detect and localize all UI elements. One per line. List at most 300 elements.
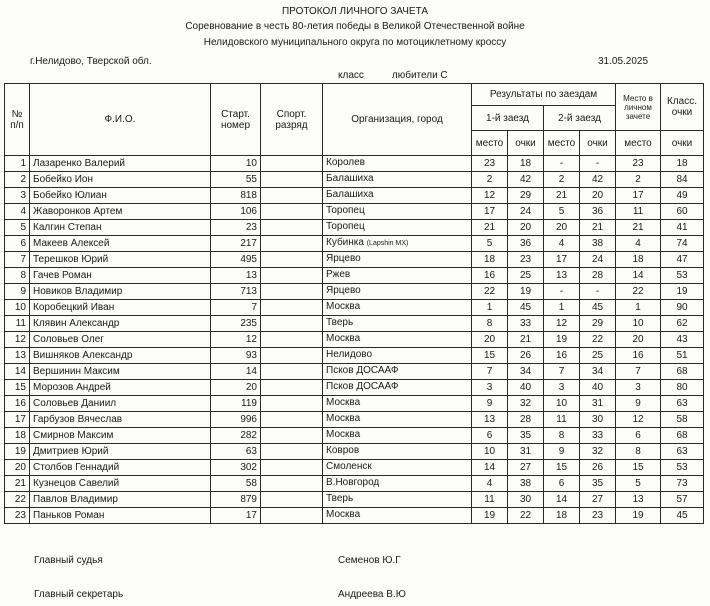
class-points xyxy=(661,236,704,252)
heat-1-place xyxy=(472,364,508,380)
organization-text: Псков ДОСААФ xyxy=(326,365,399,376)
rider-name xyxy=(30,188,211,204)
table-row xyxy=(5,252,704,268)
final-place xyxy=(616,396,661,412)
heat-2-points-text: 25 xyxy=(591,349,604,361)
heat-1-points-text: 32 xyxy=(519,397,532,409)
rider-name-text: Коробецкий Иван xyxy=(33,301,115,313)
sport-rank xyxy=(261,348,323,364)
heat-1-points xyxy=(508,316,544,332)
document-title: ПРОТОКОЛ ЛИЧНОГО ЗАЧЕТА xyxy=(281,6,429,17)
organization-text: Смоленск xyxy=(326,461,372,472)
row-number xyxy=(5,204,30,220)
start-number xyxy=(211,156,261,172)
heat-2-place-text: 4 xyxy=(558,237,565,249)
rider-name xyxy=(30,156,211,172)
class-points xyxy=(661,220,704,236)
row-number xyxy=(5,252,30,268)
table-row xyxy=(5,172,704,188)
rider-name-text: Морозов Андрей xyxy=(33,381,111,393)
heat-1-place-text: 23 xyxy=(483,157,496,169)
start-number-text: 235 xyxy=(240,317,257,329)
start-number-text: 495 xyxy=(240,253,257,265)
final-place xyxy=(616,348,661,364)
event-date: 31.05.2025 xyxy=(598,56,649,67)
final-place xyxy=(616,508,661,524)
heat-1-place xyxy=(472,348,508,364)
heat-1-points xyxy=(508,492,544,508)
heat-2-points-text: 26 xyxy=(591,461,604,473)
heat-2-place-text: 3 xyxy=(558,381,565,393)
class-points xyxy=(661,380,704,396)
heat-1-place xyxy=(472,268,508,284)
heat-2-points xyxy=(580,412,616,428)
class-points-text: 60 xyxy=(676,205,688,217)
sport-rank xyxy=(261,252,323,268)
row-number-text: 1 xyxy=(20,157,26,169)
class-points xyxy=(661,204,704,220)
rider-name xyxy=(30,284,211,300)
heat-2-points xyxy=(580,188,616,204)
final-place-text: 16 xyxy=(632,349,644,361)
organization xyxy=(323,220,472,236)
sport-rank xyxy=(261,492,323,508)
heat-1-points xyxy=(508,172,544,188)
sport-rank xyxy=(261,268,323,284)
heat-2-place-text: 14 xyxy=(555,493,568,505)
rider-name-text: Вишняков Александр xyxy=(33,349,133,361)
heat-2-place-text: 13 xyxy=(555,269,568,281)
chief-secretary-label: Главный секретарь xyxy=(34,589,124,600)
col-name: Ф.И.О. xyxy=(30,84,211,156)
heat-1-place-text: 2 xyxy=(486,173,493,185)
start-number-text: 93 xyxy=(245,349,257,361)
organization-text: Москва xyxy=(326,429,361,440)
heat-2-place xyxy=(544,396,580,412)
final-place xyxy=(616,284,661,300)
event-city: г.Нелидово, Тверской обл. xyxy=(30,56,152,67)
class-points xyxy=(661,508,704,524)
heat-2-place-text: 12 xyxy=(555,317,568,329)
heat-2-place xyxy=(544,364,580,380)
rider-name xyxy=(30,460,211,476)
row-number-text: 10 xyxy=(14,301,26,313)
row-number xyxy=(5,396,30,412)
organization-text: В.Новгород xyxy=(326,477,380,488)
start-number-text: 818 xyxy=(240,189,257,201)
heat-2-place xyxy=(544,300,580,316)
heat-2-points-text: 31 xyxy=(591,397,604,409)
heat-2-points xyxy=(580,396,616,412)
heat-1-place xyxy=(472,476,508,492)
heat-2-place xyxy=(544,412,580,428)
heat-1-points xyxy=(508,348,544,364)
class-points xyxy=(661,300,704,316)
class-points-text: 62 xyxy=(676,317,688,329)
class-points-text: 68 xyxy=(676,429,688,441)
sport-rank xyxy=(261,444,323,460)
rider-name-text: Столбов Геннадий xyxy=(33,461,120,473)
organization-text: Москва xyxy=(326,509,361,520)
row-number-text: 5 xyxy=(20,221,26,233)
heat-1-points-text: 22 xyxy=(519,509,532,521)
col-heat-2-place: место xyxy=(544,131,580,156)
class-points-text: 80 xyxy=(676,381,688,393)
heat-1-points-text: 34 xyxy=(519,365,532,377)
rider-name-text: Новиков Владимир xyxy=(33,285,123,297)
table-row xyxy=(5,412,704,428)
final-place xyxy=(616,460,661,476)
start-number xyxy=(211,348,261,364)
start-number-text: 17 xyxy=(245,509,257,521)
final-place xyxy=(616,412,661,428)
heat-1-points-text: 45 xyxy=(519,301,532,313)
class-points xyxy=(661,316,704,332)
sport-rank xyxy=(261,300,323,316)
row-number xyxy=(5,188,30,204)
class-points-text: 41 xyxy=(676,221,688,233)
organization xyxy=(323,348,472,364)
heat-1-place-text: 18 xyxy=(483,253,496,265)
chief-secretary-name: Андреева В.Ю xyxy=(338,589,406,600)
heat-2-points xyxy=(580,428,616,444)
sport-rank xyxy=(261,508,323,524)
heat-2-place-text: 19 xyxy=(555,333,568,345)
heat-1-points-text: 21 xyxy=(519,333,532,345)
heat-1-place-text: 4 xyxy=(486,477,493,489)
heat-2-points-text: 38 xyxy=(591,237,604,249)
heat-2-points xyxy=(580,492,616,508)
organization-text: Кубинка xyxy=(326,237,364,248)
heat-2-points-text: 40 xyxy=(591,381,604,393)
final-place-text: 15 xyxy=(632,461,644,473)
start-number-text: 302 xyxy=(240,461,257,473)
organization xyxy=(323,412,472,428)
start-number-text: 14 xyxy=(245,365,257,377)
organization-text: Ржев xyxy=(326,269,351,280)
start-number-text: 12 xyxy=(245,333,257,345)
row-number xyxy=(5,316,30,332)
sport-rank xyxy=(261,476,323,492)
organization-text: Королев xyxy=(326,157,365,168)
heat-2-place-text: 17 xyxy=(555,253,568,265)
row-number-text: 12 xyxy=(14,333,26,345)
heat-2-points-text: 23 xyxy=(591,509,604,521)
start-number xyxy=(211,460,261,476)
organization xyxy=(323,492,472,508)
heat-1-place-text: 17 xyxy=(483,205,496,217)
final-place xyxy=(616,188,661,204)
rider-name-text: Кузнецов Савелий xyxy=(33,477,120,489)
rider-name-text: Павлов Владимир xyxy=(33,493,118,505)
sport-rank xyxy=(261,172,323,188)
class-points xyxy=(661,156,704,172)
rider-name-text: Паньков Роман xyxy=(33,509,105,521)
organization xyxy=(323,252,472,268)
start-number xyxy=(211,444,261,460)
heat-1-points-text: 20 xyxy=(519,221,532,233)
organization xyxy=(323,380,472,396)
col-sport-rank: Спорт. разряд xyxy=(261,84,323,156)
heat-2-place xyxy=(544,316,580,332)
table-row xyxy=(5,284,704,300)
heat-2-place xyxy=(544,236,580,252)
heat-1-points xyxy=(508,364,544,380)
start-number xyxy=(211,220,261,236)
heat-2-points xyxy=(580,348,616,364)
start-number xyxy=(211,236,261,252)
start-number xyxy=(211,204,261,220)
rider-name xyxy=(30,444,211,460)
heat-2-place xyxy=(544,380,580,396)
col-start-number: Старт. номер xyxy=(211,84,261,156)
table-row xyxy=(5,188,704,204)
organization-note: (Lapshin MX) xyxy=(366,240,409,247)
heat-1-points xyxy=(508,268,544,284)
organization xyxy=(323,300,472,316)
start-number xyxy=(211,380,261,396)
row-number-text: 15 xyxy=(14,381,26,393)
class-points-text: 45 xyxy=(676,509,688,521)
heat-2-points xyxy=(580,476,616,492)
class-points xyxy=(661,188,704,204)
heat-1-place xyxy=(472,332,508,348)
start-number-text: 282 xyxy=(240,429,257,441)
rider-name-text: Клявин Александр xyxy=(33,317,120,329)
heat-1-place xyxy=(472,316,508,332)
row-number xyxy=(5,156,30,172)
row-number xyxy=(5,444,30,460)
heat-1-points-text: 36 xyxy=(519,237,532,249)
start-number-text: 106 xyxy=(240,205,257,217)
class-points xyxy=(661,364,704,380)
heat-2-place-text: 8 xyxy=(558,429,565,441)
row-number xyxy=(5,300,30,316)
document-subtitle-2: Нелидовского муниципального округа по мотоциклетному кроссу xyxy=(203,37,507,48)
rider-name xyxy=(30,172,211,188)
start-number-text: 13 xyxy=(245,269,257,281)
sport-rank xyxy=(261,220,323,236)
heat-1-points xyxy=(508,220,544,236)
final-place-text: 12 xyxy=(632,413,644,425)
heat-2-points-text: 21 xyxy=(591,221,604,233)
class-points-text: 57 xyxy=(676,493,688,505)
row-number-text: 20 xyxy=(14,461,26,473)
rider-name xyxy=(30,316,211,332)
row-number-text: 4 xyxy=(20,205,26,217)
heat-2-points-text: 36 xyxy=(591,205,604,217)
heat-1-points-text: 35 xyxy=(519,429,532,441)
final-place-text: 13 xyxy=(632,493,644,505)
heat-1-points xyxy=(508,204,544,220)
final-place-text: 1 xyxy=(635,301,641,313)
heat-1-points xyxy=(508,396,544,412)
heat-2-points-text: - xyxy=(595,285,600,297)
class-points xyxy=(661,476,704,492)
heat-1-place xyxy=(472,428,508,444)
start-number xyxy=(211,508,261,524)
class-points-text: 19 xyxy=(676,285,688,297)
start-number-text: 879 xyxy=(240,493,257,505)
rider-name xyxy=(30,396,211,412)
heat-1-place xyxy=(472,284,508,300)
final-place-text: 9 xyxy=(635,397,641,409)
start-number xyxy=(211,412,261,428)
organization-text: Москва xyxy=(326,333,361,344)
rider-name-text: Вершинин Максим xyxy=(33,365,120,377)
final-place xyxy=(616,444,661,460)
heat-2-place-text: 18 xyxy=(555,509,568,521)
row-number-text: 21 xyxy=(14,477,26,489)
document-subtitle-1: Соревнование в честь 80-летия победы в Великой Отечественной войне xyxy=(185,21,525,32)
heat-1-points-text: 33 xyxy=(519,317,532,329)
final-place xyxy=(616,476,661,492)
heat-1-place xyxy=(472,508,508,524)
col-heat-2: 2-й заезд xyxy=(544,106,616,131)
rider-name xyxy=(30,204,211,220)
rider-name xyxy=(30,300,211,316)
sport-rank xyxy=(261,156,323,172)
heat-2-place-text: 16 xyxy=(555,349,568,361)
class-points-text: 18 xyxy=(676,157,688,169)
heat-2-points-text: 24 xyxy=(591,253,604,265)
start-number xyxy=(211,172,261,188)
heat-2-points-text: 22 xyxy=(591,333,604,345)
heat-1-points xyxy=(508,236,544,252)
organization xyxy=(323,460,472,476)
final-place-text: 17 xyxy=(632,189,644,201)
chief-judge-label: Главный судья xyxy=(34,555,103,566)
class-points-text: 84 xyxy=(676,173,688,185)
heat-1-points xyxy=(508,428,544,444)
organization-text: Торопец xyxy=(326,205,365,216)
class-value: любители С xyxy=(391,70,448,81)
sport-rank xyxy=(261,412,323,428)
final-place xyxy=(616,380,661,396)
heat-2-points xyxy=(580,252,616,268)
row-number xyxy=(5,348,30,364)
heat-1-points-text: 42 xyxy=(519,173,532,185)
class-points-text: 51 xyxy=(676,349,688,361)
heat-1-points xyxy=(508,156,544,172)
heat-2-place xyxy=(544,428,580,444)
heat-1-place-text: 16 xyxy=(483,269,496,281)
organization-text: Москва xyxy=(326,397,361,408)
sport-rank xyxy=(261,284,323,300)
final-place xyxy=(616,220,661,236)
row-number-text: 19 xyxy=(14,445,26,457)
heat-1-points xyxy=(508,188,544,204)
heat-2-place-text: 20 xyxy=(555,221,568,233)
final-place xyxy=(616,156,661,172)
heat-2-points xyxy=(580,380,616,396)
start-number-text: 23 xyxy=(245,221,257,233)
class-points-text: 63 xyxy=(676,397,688,409)
start-number-text: 20 xyxy=(245,381,257,393)
heat-2-place-text: - xyxy=(559,285,564,297)
heat-2-points-text: 45 xyxy=(591,301,604,313)
heat-1-points xyxy=(508,412,544,428)
heat-2-points xyxy=(580,204,616,220)
heat-2-points-text: 33 xyxy=(591,429,604,441)
heat-1-points-text: 24 xyxy=(519,205,532,217)
class-label: класс xyxy=(338,70,364,81)
heat-1-place xyxy=(472,300,508,316)
start-number-text: 119 xyxy=(241,397,257,409)
heat-1-place xyxy=(472,444,508,460)
final-place-text: 10 xyxy=(632,317,644,329)
rider-name xyxy=(30,380,211,396)
start-number xyxy=(211,316,261,332)
class-points xyxy=(661,460,704,476)
final-place-text: 3 xyxy=(635,381,641,393)
heat-2-place xyxy=(544,476,580,492)
heat-1-place-text: 22 xyxy=(483,285,496,297)
heat-1-points-text: 19 xyxy=(519,285,532,297)
heat-2-place-text: 21 xyxy=(555,189,568,201)
start-number xyxy=(211,284,261,300)
heat-2-points xyxy=(580,268,616,284)
heat-2-points-text: 30 xyxy=(591,413,604,425)
col-class-points: Класс. очки xyxy=(661,84,704,131)
row-number xyxy=(5,460,30,476)
heat-1-place xyxy=(472,460,508,476)
heat-2-points-text: 35 xyxy=(591,477,604,489)
organization-text: Тверь xyxy=(326,317,354,328)
organization-text: Псков ДОСААФ xyxy=(326,381,399,392)
heat-2-points xyxy=(580,172,616,188)
rider-name-text: Бобейко Ион xyxy=(33,173,93,185)
rider-name xyxy=(30,492,211,508)
start-number xyxy=(211,492,261,508)
start-number xyxy=(211,364,261,380)
row-number-text: 23 xyxy=(14,509,26,521)
class-points xyxy=(661,332,704,348)
row-number xyxy=(5,412,30,428)
organization xyxy=(323,268,472,284)
heat-2-points xyxy=(580,236,616,252)
rider-name-text: Соловьев Даниил xyxy=(33,397,117,409)
heat-1-place xyxy=(472,380,508,396)
sport-rank xyxy=(261,316,323,332)
heat-2-place-text: 1 xyxy=(558,301,565,313)
row-number-text: 2 xyxy=(20,173,26,185)
heat-1-place xyxy=(472,252,508,268)
row-number xyxy=(5,332,30,348)
table-row xyxy=(5,492,704,508)
row-number-text: 9 xyxy=(20,285,26,297)
row-number-text: 7 xyxy=(20,253,26,265)
rider-name-text: Калгин Степан xyxy=(33,221,102,233)
heat-2-points-text: 20 xyxy=(591,189,604,201)
final-place-text: 23 xyxy=(632,157,644,169)
heat-1-points-text: 25 xyxy=(519,269,532,281)
heat-1-points-text: 38 xyxy=(519,477,532,489)
heat-2-points-text: - xyxy=(595,157,600,169)
heat-2-place-text: 2 xyxy=(558,173,565,185)
heat-2-points xyxy=(580,364,616,380)
heat-2-points xyxy=(580,508,616,524)
final-place-text: 21 xyxy=(632,221,644,233)
row-number-text: 14 xyxy=(14,365,26,377)
final-place xyxy=(616,236,661,252)
row-number-text: 22 xyxy=(14,493,26,505)
start-number-text: 63 xyxy=(245,445,257,457)
final-place-text: 19 xyxy=(632,509,644,521)
col-final-place: место xyxy=(616,131,661,156)
final-place xyxy=(616,428,661,444)
heat-2-place xyxy=(544,508,580,524)
